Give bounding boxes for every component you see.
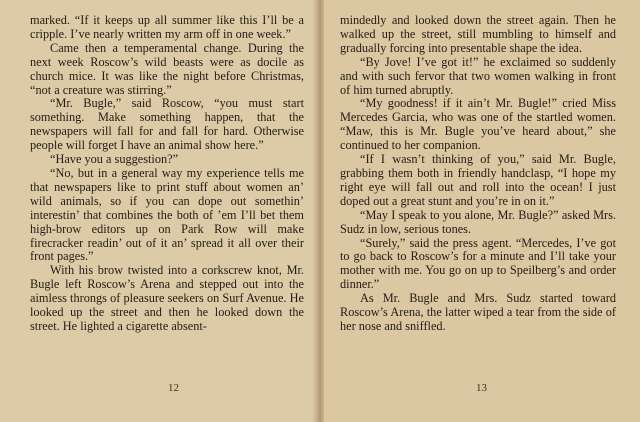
right-paragraph-4: “If I wasn’t thinking of you,” said Mr. Bugle, grabbing them both in friendly handclasp, “I hope my right eye will fall out and roll into the ocean! I just doped out a great stunt and you’re in on it.” [340, 152, 616, 208]
right-page-number: 13 [476, 382, 487, 395]
left-paragraph-6: With his brow twisted into a corkscrew knot, Mr. Bugle left Roscow’s Arena and stepped out into the aimless throngs of pleasure seekers on Surf Avenue. He looked up the street and then he looked down the street. He lighted a cigarette absent- [30, 263, 304, 333]
left-page [0, 0, 316, 422]
right-paragraph-5: “May I speak to you alone, Mr. Bugle?” asked Mrs. Sudz in low, serious tones. [340, 207, 616, 236]
left-paragraph-2: Came then a temperamental change. During the next week Roscow’s wild beasts were as docile as church mice. It was like the night before Christmas, “not a creature was stirring.” [30, 40, 304, 97]
left-paragraph-5: “No, but in a general way my experience tells me that newspapers like to print stuff about women an’ wild animals, so if you can dope out somethin’ interestin’ that combines the both of ’em I’ll bet them high-brow editors up on Park Row will make firecracker readin’ out of it an’ spread it all over their front pages.” [30, 165, 304, 264]
left-paragraph-4: “Have you a suggestion?” [50, 152, 179, 167]
left-page-number: 12 [168, 382, 179, 395]
left-paragraph-1: marked. “If it keeps up all summer like this I’ll be a cripple. I’ve nearly written my arm off in one week.” [30, 13, 304, 41]
right-paragraph-2: “By Jove! I’ve got it!” he exclaimed so suddenly and with such fervor that two women walking in front of him turned abruptly. [340, 54, 616, 97]
right-paragraph-1: mindedly and looked down the street again. Then he walked up the street, still mumbling to himself and gradually forcing into presentable shape the idea. [340, 13, 616, 55]
right-paragraph-3: “My goodness! if it ain’t Mr. Bugle!” cried Miss Mercedes Garcia, who was one of the startled women. “Maw, this is Mr. Bugle you’ve heard about,” she continued to her companion. [340, 96, 616, 153]
right-page [324, 0, 640, 422]
right-paragraph-7: As Mr. Bugle and Mrs. Sudz started toward Roscow’s Arena, the latter wiped a tear from the side of her nose and sniffled. [340, 291, 616, 333]
right-paragraph-6: “Surely,” said the press agent. “Mercedes, I’ve got to go back to Roscow’s for a minute and I’ll take your mother with me. You go on up to Speilberg’s and order dinner.” [340, 235, 616, 292]
left-paragraph-3: “Mr. Bugle,” said Roscow, “you must start something. Make something happen, that the newspapers will fall for and fall for hard. Otherwise people will forget I have an animal show here.” [30, 96, 304, 153]
